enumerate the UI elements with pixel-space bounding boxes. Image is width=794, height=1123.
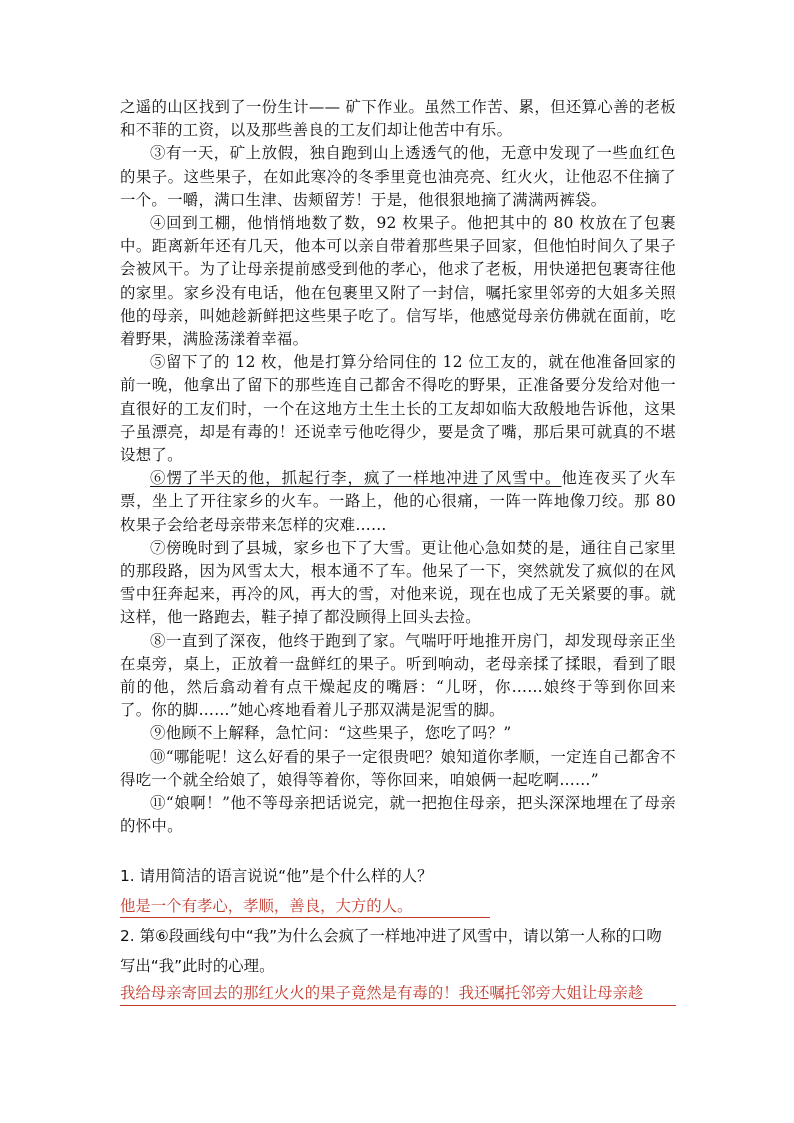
paragraph-6 (120, 467, 676, 537)
paragraph-4: ④回到工棚，他悄悄地数了数，92 枚果子。他把其中的 80 枚放在了包裹中。距离新年还有几天，他本可以亲自带着那些果子回家，但他怕时间久了果子会被风干。为了让母亲提前感受到他的孝心，他求了老板，用快递把包裹寄往他的家里。家乡没有电话，他在包裹里又附了一封信，嘱托家里邻旁的大姐多关照他的母亲，叫她趁新鲜把这些果子吃了。信写毕，他感觉母亲仿佛就在面前，吃着野果，满脸荡漾着幸福。 (120, 214, 676, 349)
paragraph-2-continued: 之遥的山区找到了一份生计—— 矿下作业。虽然工作苦、累，但还算心善的老板和不菲的工资，以及那些善良的工友们却让他苦中有乐。 (120, 98, 676, 140)
paragraph-5: ⑤留下了的 12 枚，他是打算分给同住的 12 位工友的，就在他准备回家的前一晚，他拿出了留下的那些连自己都舍不得吃的野果，正准备要分发给对他一直很好的工友们时，一个在这地方土生土长的工友却如临大敌般地告诉他，这果子虽漂亮，却是有毒的！还说幸亏他吃得少，要是贪了嘴，那后果可就真的不堪设想了。 (120, 353, 676, 465)
answer-2: 我给母亲寄回去的那红火火的果子竟然是有毒的！我还嘱托邻旁大姐让母亲趁 (120, 981, 676, 1006)
answer-2-line (120, 981, 676, 1006)
paragraph-7: ⑦傍晚时到了县城，家乡也下了大雪。更让他心急如焚的是，通往自己家里的那段路，因为风雪太大，根本通不了车。他呆了一下，突然就发了疯似的在风雪中狂奔起来，再冷的风，再大的雪，对他来说，现在也成了无关紧要的事。就这样，他一路跑去，鞋子掉了都没顾得上回头去捡。 (120, 538, 676, 627)
paragraph-3: ③有一天，矿上放假，独自跑到山上透透气的他，无意中发现了一些血红色的果子。这些果子，在如此寒冷的冬季里竟也油亮亮、红火火，让他忍不住摘了一个。一嚼，满口生津、齿颊留芳！于是，他很狠地摘了满满两裤袋。 (120, 144, 676, 209)
paragraph-6-rest: 他连夜买了火车票，坐上了开往家乡的火车。一路上，他的心很痛，一阵一阵地像刀绞。那 80 枚果子会给老母亲带来怎样的灾难…… (120, 469, 676, 534)
question-2: 2. 第⑥段画线句中“我”为什么会疯了一样地冲进了风雪中，请以第一人称的口吻写出“我”此时的心理。 (120, 926, 662, 975)
answer-1-line (120, 891, 676, 921)
question-1: 1. 请用简洁的语言说说“他”是个什么样的人？ (120, 866, 433, 885)
section-gap (120, 839, 676, 861)
paragraph-9: ⑨他顾不上解释，急忙问：“这些果子，您吃了吗？” (150, 724, 512, 743)
answer-1: 他是一个有孝心，孝顺，善良，大方的人。 (120, 895, 490, 918)
underlined-sentence: ⑥愣了半天的他，抓起行李，疯了一样地冲进了风雪中。 (150, 469, 562, 488)
paragraph-10: ⑩“哪能呢！这么好看的果子一定很贵吧？娘知道你孝顺，一定连自己都舍不得吃一个就全给娘了，娘得等着你，等你回来，咱娘俩一起吃啊……” (120, 747, 676, 789)
paragraph-8: ⑧一直到了深夜，他终于跑到了家。气喘吁吁地推开房门，却发现母亲正坐在桌旁，桌上，正放着一盘鲜红的果子。听到响动，老母亲揉了揉眼，看到了眼前的他，然后翕动着有点干燥起皮的嘴唇：“儿呀，你……娘终于等到你回来了。你的脚……”她心疼地看着儿子那双满是泥雪的脚。 (120, 631, 676, 720)
story-body (120, 96, 676, 1006)
paragraph-11: ⑪“娘啊！”他不等母亲把话说完，就一把抱住母亲，把头深深地埋在了母亲的怀中。 (120, 794, 676, 836)
